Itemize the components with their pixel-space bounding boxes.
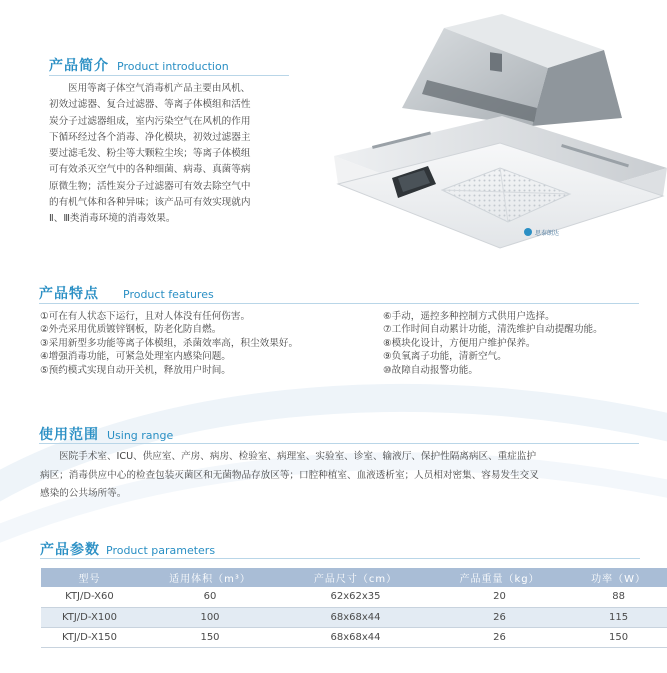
range-heading bbox=[39, 424, 173, 444]
feature-item: ⑥手动，遥控多种控制方式供用户选择。 bbox=[383, 311, 555, 322]
intro-heading bbox=[49, 55, 229, 75]
table-cell: KTJ/D-X100 bbox=[41, 607, 138, 627]
intro-line: Ⅱ、Ⅲ类消毒环境的消毒效果。 bbox=[49, 213, 176, 225]
params-underline bbox=[40, 558, 640, 559]
range-paragraph bbox=[40, 448, 660, 504]
features-underline bbox=[39, 303, 639, 304]
table-row bbox=[41, 587, 667, 607]
intro-paragraph bbox=[49, 81, 299, 228]
table-row bbox=[41, 607, 667, 627]
params-table bbox=[41, 568, 667, 648]
table-cell: 20 bbox=[429, 587, 570, 607]
feature-item: ⑧模块化设计，方便用户维护保养。 bbox=[383, 337, 536, 349]
params-header-cell: 型号 bbox=[41, 568, 138, 587]
intro-line: 可有效杀灭空气中的各种细菌、病毒、真菌等病 bbox=[49, 164, 251, 176]
params-header-cell: 产品重量（kg） bbox=[429, 568, 570, 587]
params-header-cell: 功率（W） bbox=[570, 568, 667, 587]
product-image bbox=[332, 8, 667, 273]
params-heading bbox=[40, 539, 215, 559]
params-title-cn: 产品参数 bbox=[40, 542, 100, 558]
table-cell: 26 bbox=[429, 627, 570, 647]
table-cell: 26 bbox=[429, 607, 570, 627]
range-title-en: Using range bbox=[107, 429, 174, 442]
table-cell: 62x62x35 bbox=[282, 587, 429, 607]
intro-title-cn: 产品简介 bbox=[49, 58, 109, 74]
intro-line: 下循环经过各个消毒、净化模块，初效过滤器主 bbox=[49, 131, 251, 143]
table-cell: 115 bbox=[570, 607, 667, 627]
features-heading bbox=[39, 283, 214, 303]
feature-item: ③采用新型多功能等离子体模组，杀菌效率高，积尘效果好。 bbox=[40, 337, 299, 349]
feature-item: ⑤预约模式实现自动开关机，释放用户时间。 bbox=[40, 364, 231, 376]
features-list-right bbox=[383, 310, 603, 377]
feature-item: ①可在有人状态下运行，且对人体没有任何伤害。 bbox=[40, 311, 251, 322]
feature-item: ⑨负氧离子功能，清新空气。 bbox=[383, 351, 507, 363]
intro-line: 的有机气体和各种异味；该产品可有效实现就内 bbox=[49, 197, 251, 209]
table-cell: 150 bbox=[570, 627, 667, 647]
features-list-left bbox=[40, 310, 298, 377]
intro-line: 炭分子过滤器组成，室内污染空气在风机的作用 bbox=[49, 115, 251, 127]
table-row bbox=[41, 627, 667, 647]
intro-line: 初效过滤器、复合过滤器、等离子体模组和活性 bbox=[49, 99, 251, 111]
intro-title-en: Product introduction bbox=[117, 60, 229, 73]
intro-line: 要过滤毛发、粉尘等大颗粒尘埃；等离子体模组 bbox=[49, 148, 251, 160]
table-cell: 100 bbox=[138, 607, 282, 627]
range-line: 病区；消毒供应中心的检查包装灭菌区和无菌物品存放区等；口腔种植室、血液透析室；人员相对密集、容易发生交叉 bbox=[40, 469, 539, 481]
feature-item: ⑦工作时间自动累计功能，清洗维护自动提醒功能。 bbox=[383, 324, 603, 336]
table-cell: 60 bbox=[138, 587, 282, 607]
intro-line: 原微生物；活性炭分子过滤器可有效去除空气中 bbox=[49, 180, 251, 192]
feature-item: ②外壳采用优质镀锌钢板，防老化防自燃。 bbox=[40, 324, 222, 336]
features-title-cn: 产品特点 bbox=[39, 286, 99, 302]
feature-item: ⑩故障自动报警功能。 bbox=[383, 364, 478, 376]
product-logo-text: 思泰朗达 bbox=[535, 230, 560, 237]
params-title-en: Product parameters bbox=[106, 544, 216, 557]
table-cell: 68x68x44 bbox=[282, 607, 429, 627]
feature-item: ④增强消毒功能，可紧急处理室内感染问题。 bbox=[40, 351, 231, 363]
range-underline bbox=[39, 443, 639, 444]
table-cell: 68x68x44 bbox=[282, 627, 429, 647]
intro-underline bbox=[49, 75, 289, 76]
range-line: 医院手术室、ICU、供应室、产房、病房、检验室、病理室、实验室、诊室、输液厅、保护性隔离病区、重症监护 bbox=[59, 451, 537, 462]
range-line: 感染的公共场所等。 bbox=[40, 488, 127, 500]
range-title-cn: 使用范围 bbox=[39, 427, 99, 443]
params-header-cell: 产品尺寸（cm） bbox=[282, 568, 429, 587]
table-cell: KTJ/D-X150 bbox=[41, 627, 138, 647]
features-title-en: Product features bbox=[123, 288, 214, 301]
table-cell: 150 bbox=[138, 627, 282, 647]
table-cell: 88 bbox=[570, 587, 667, 607]
intro-line: 医用等离子体空气消毒机产品主要由风机、 bbox=[68, 83, 251, 94]
params-header-row bbox=[41, 568, 667, 587]
params-header-cell: 适用体积（m³） bbox=[138, 568, 282, 587]
table-cell: KTJ/D-X60 bbox=[41, 587, 138, 607]
